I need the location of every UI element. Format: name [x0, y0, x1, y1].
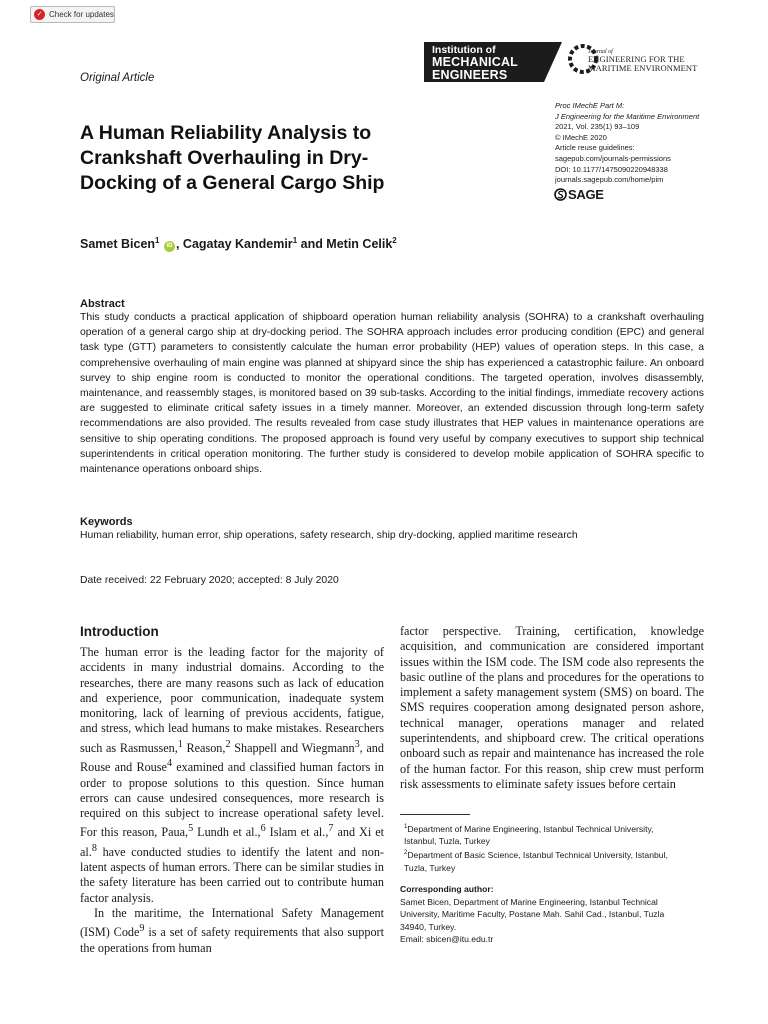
imeche-line-3: ENGINEERS — [432, 68, 508, 83]
imeche-line-2: MECHANICAL — [432, 55, 519, 70]
keywords-text: Human reliability, human error, ship operations, safety research, ship dry-docking, applied maritime research — [80, 530, 578, 541]
corresponding-line-2: University, Maritime Faculty, Postane Mah. Sahil Cad., Istanbul, Tuzla — [400, 909, 665, 920]
meta-journal-full: J Engineering for the Maritime Environment — [555, 111, 700, 121]
footnote-divider — [400, 814, 470, 815]
journal-line-2: ENGINEERING FOR THE — [588, 54, 685, 65]
ref-3[interactable]: 3 — [354, 738, 360, 750]
corresponding-email[interactable]: Email: sbicen@itu.edu.tr — [400, 933, 494, 944]
ref-5[interactable]: 5 — [188, 823, 194, 835]
affiliation-2: $^2$Department of Basic Science, Istanbul Technical University, Istanbul, — [404, 850, 668, 861]
author-1-affil: 1 — [155, 236, 160, 245]
check-for-updates-button[interactable] — [30, 6, 115, 23]
author-2[interactable]: , Cagatay Kandemir — [175, 237, 293, 252]
affiliations — [400, 821, 704, 874]
journal-line-3: MARITIME ENVIRONMENT — [588, 63, 698, 74]
sage-icon — [554, 188, 567, 201]
author-1[interactable]: Samet Bicen — [80, 237, 156, 252]
date-received: Date received: 22 February 2020; accepted: 8 July 2020 — [80, 575, 339, 586]
ref-4[interactable]: 4 — [166, 758, 173, 770]
imeche-logo-text — [432, 45, 518, 82]
check-for-updates-label: Check for updates — [49, 10, 114, 19]
ref-8[interactable]: 8 — [91, 842, 97, 854]
meta-doi[interactable]: DOI: 10.1177/1475090220948338 — [555, 164, 668, 174]
author-list — [80, 236, 397, 252]
affiliation-1-cont: Istanbul, Tuzla, Turkey — [404, 836, 490, 847]
meta-journal: Proc IMechE Part M: — [555, 101, 625, 110]
meta-volume: 2021, Vol. 235(1) 93–109 — [555, 122, 640, 132]
meta-reuse: Article reuse guidelines: — [555, 143, 635, 153]
affiliation-2-cont: Tuzla, Turkey — [404, 862, 456, 873]
ref-2[interactable]: 2 — [225, 738, 231, 750]
article-type: Original Article — [80, 72, 155, 84]
author-2-affil: 1 — [292, 236, 298, 245]
author-3-affil: 2 — [392, 236, 397, 245]
sage-label: SAGE — [568, 187, 604, 202]
abstract-heading: Abstract — [80, 298, 125, 310]
journal-line-1: Journal of — [588, 49, 613, 55]
meta-copyright: © IMechE 2020 — [555, 132, 607, 142]
ref-1[interactable]: 1 — [177, 738, 183, 750]
corresponding-heading: Corresponding author: — [400, 884, 494, 894]
body-column-left — [80, 645, 384, 956]
meta-reuse-link[interactable]: sagepub.com/journals-permissions — [555, 153, 671, 163]
publication-meta — [555, 101, 699, 186]
orcid-icon[interactable]: iD — [164, 241, 175, 252]
imeche-line-1: Institution of — [432, 44, 496, 56]
meta-home-link[interactable]: journals.sagepub.com/home/pim — [555, 175, 664, 185]
crossmark-icon: ✓ — [34, 9, 45, 20]
abstract-text: This study conducts a practical application of shipboard operation human reliability analysis (SOHRA) to a crankshaft overhauling operation of a general cargo ship at dry-docking period. The SOHRA approach includes error producing condition (EPC) and general task type (GTT) parameters to consistently calculate the human error probability (HEP) values of operation steps. In this case, a comprehensive overhauling of main engine was planned at shipyard since the ship has experienced a catastrophic failure. An onboard survey to ship engine room is conducted to monitor the operational conditions. The targeted operation, involves disassembly, maintenance, and reassembly stages, is monitored based on 39 sub-tasks. According to the initial findings, immediate recovery actions are suggested to eliminate critical safety issues in a timely manner. Moreover, an extended discussion through long-term safety recommendations are also provided. The results revealed from case study illustrates that HEP values in maintenance operations are sensitive to ship operating conditions. The proposed approach is found very useful by company executives to support ship technical superintendents in critical operation monitoring. The further study is considered to develop mobile application of SOHRA specific to maintenance operations onboard ships. — [80, 312, 704, 476]
introduction-heading: Introduction — [80, 624, 159, 639]
journal-logo-text — [588, 49, 697, 73]
corresponding-details — [400, 896, 700, 945]
body-column-right: factor perspective. Training, certification, knowledge acquisition, and communication are considered important issues within the ISM code. The ISM code also represents the basic outline of the plans and procedures for the operations to implement a safety management system (SMS) on board. The SMS requires cooperation among designated person ashore, technical manager, operations manager and related superintendents, and shipboard crew. The critical operations onboard such as repair and maintenance has increased the role of the human factor. For this reason, ship crew must perform risk assessments to eliminate safety issues before certain — [400, 624, 704, 791]
keywords-heading: Keywords — [80, 516, 133, 528]
intro-paragraph-2: In the maritime, the International Safety Management (ISM) Code$^9$ is a set of safety requirements that also support the operations from human — [80, 906, 384, 955]
author-3[interactable]: and Metin Celik — [297, 237, 393, 252]
intro-paragraph-1: The human error is the leading factor for the majority of accidents in many industrial domains. According to the researches, there are many reasons such as lack of education and experience, poor communication, inadequate system monitoring, lack of learning of previous accidents, fatigue, and stress, which lead humans to make mistakes. Researchers such as Rasmussen,$^1$ Reason,$^2$ Shappell and Wiegmann$^3$, and Rouse and Rouse$^4$ examined and classified human factors in order to propose solutions to this question. Since human errors can cause undesired consequences, more research is required on this subject to increase operational safety level. For this reason, Paua,$^5$ Lundh et al.,$^6$ Islam et al.,$^7$ and Xi et al.$^8$ have conducted studies to identify the latent and non-latent aspects of human errors. There can be similar studies in the safety literature has been carried out to contribute human factor analysis. — [80, 645, 384, 905]
corresponding-line-1: Samet Bicen, Department of Marine Engineering, Istanbul Technical — [400, 897, 658, 907]
ref-6[interactable]: 6 — [260, 823, 266, 835]
affiliation-1: $^1$Department of Marine Engineering, Istanbul Technical University, — [404, 823, 654, 834]
sage-logo — [554, 186, 604, 203]
ref-9[interactable]: 9 — [139, 923, 145, 935]
article-title: A Human Reliability Analysis to Crankshaft Overhauling in Dry-Docking of a General Cargo Ship — [80, 122, 385, 194]
corresponding-line-3: 34940, Turkey. — [400, 921, 457, 932]
ref-7[interactable]: 7 — [328, 823, 334, 835]
